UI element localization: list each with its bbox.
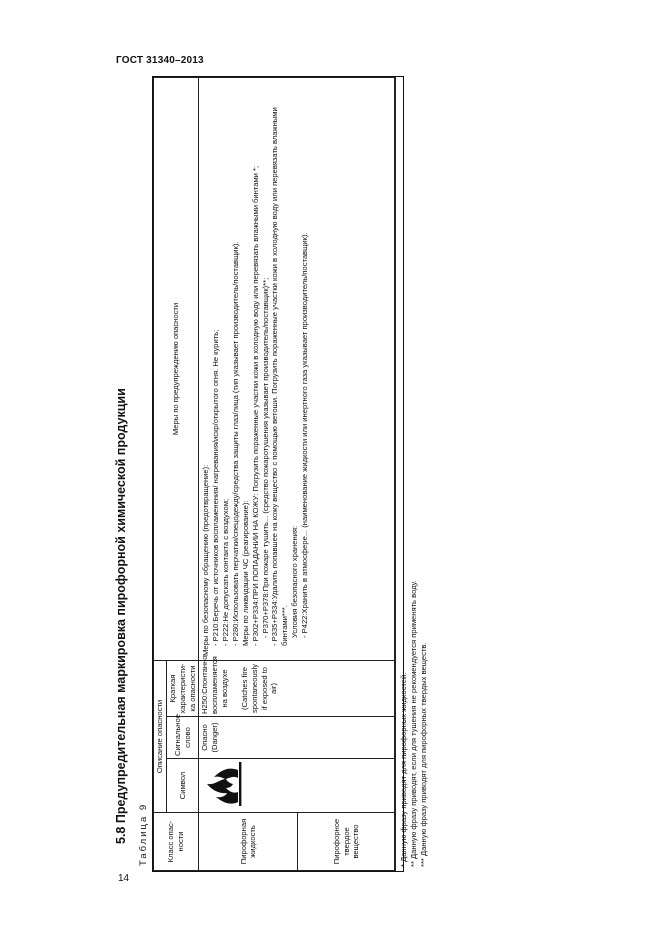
header-row-1: [154, 78, 167, 871]
footnotes: [395, 77, 432, 871]
rotated-landscape-content: [112, 76, 429, 867]
measures-line: - P210:Беречь от источников воспламенения/ нагревания/искр/открытого огня. Не курить;: [211, 329, 221, 646]
measures-line: - P222:Не допускать контакта с воздухом;: [221, 498, 231, 646]
flame-pictogram-icon: [204, 758, 242, 810]
short-description-cell: [199, 655, 395, 716]
short-description-english: (Catches fire spontaneously if exposed to air): [239, 664, 279, 713]
measures-line: Меры по безопасному обращению (предотвращение):: [201, 464, 211, 656]
hazard-class-liquid: Пирофорная жидкость: [199, 813, 298, 871]
measures-cell: [199, 78, 395, 661]
hazard-table-frame: [152, 76, 429, 872]
measures-line: - P335+P334:Удалить попавшее на кожу вещество с помощью ветоши. Погрузить пораженные участки кожи в холодную воду или перевязать влажными бинтами***.: [270, 107, 290, 646]
hazard-class-solid: Пирофорное твердое вещество: [298, 813, 395, 871]
header-hazard-class: Класс опас-ности: [154, 813, 199, 871]
footnote: *** Данную фразу приводят для пирофорных твердых веществ.: [419, 642, 429, 867]
measures-line: Меры по ликвидации ЧС (реагирование):: [240, 500, 250, 646]
hazard-table: [153, 77, 395, 871]
measures-line: - P302+P334:ПРИ ПОПАДАНИИ НА КОЖУ: Погрузить пораженные участки кожи в холодную воду или перевязать влажными бинтами *;: [250, 165, 260, 646]
table-row: [199, 78, 298, 871]
header-signal-word: Сигнальное слово: [166, 717, 199, 759]
signal-word-cell: Опасно (Danger): [199, 717, 395, 759]
short-description-text: H250:Спонтанно воспламеняется на воздухе: [200, 655, 230, 714]
document-code: ГОСТ 31340–2013: [116, 55, 204, 66]
header-symbol: Символ: [166, 759, 199, 813]
measures-line: - P280:Использовать перчатки/спецодежду/средства защиты глаз/лица (тип указывает производитель/поставщик).: [231, 241, 241, 646]
footnote: * Данную фразу приводят для пирофорных жидкостей.: [399, 672, 409, 867]
footnote: ** Данную фразу приводят, если для тушения не рекомендуется применять воду.: [409, 580, 419, 867]
header-short-description: Краткая характеристи-ка опасности: [166, 660, 199, 716]
page-number: 14: [118, 873, 130, 884]
measures-line: - P422:Хранить в атмосфере... (наименование жидкости или инертного газа указывает производитель/поставщик).: [300, 232, 310, 638]
table-label: Таблица 9: [138, 802, 149, 866]
measures-line: Условия безопасного хранения:: [290, 525, 300, 638]
section-title: 5.8 Предупредительная маркировка пирофорной химической продукции: [114, 388, 128, 844]
header-measures: Меры по предупреждению опасности: [154, 78, 199, 661]
symbol-cell: [199, 759, 395, 813]
measures-line: - P370+P378:При пожаре тушить... (средство пожаротушения указывает производитель/поставщик)**;: [260, 277, 270, 638]
header-hazard-description: Описание опасности: [154, 660, 167, 812]
